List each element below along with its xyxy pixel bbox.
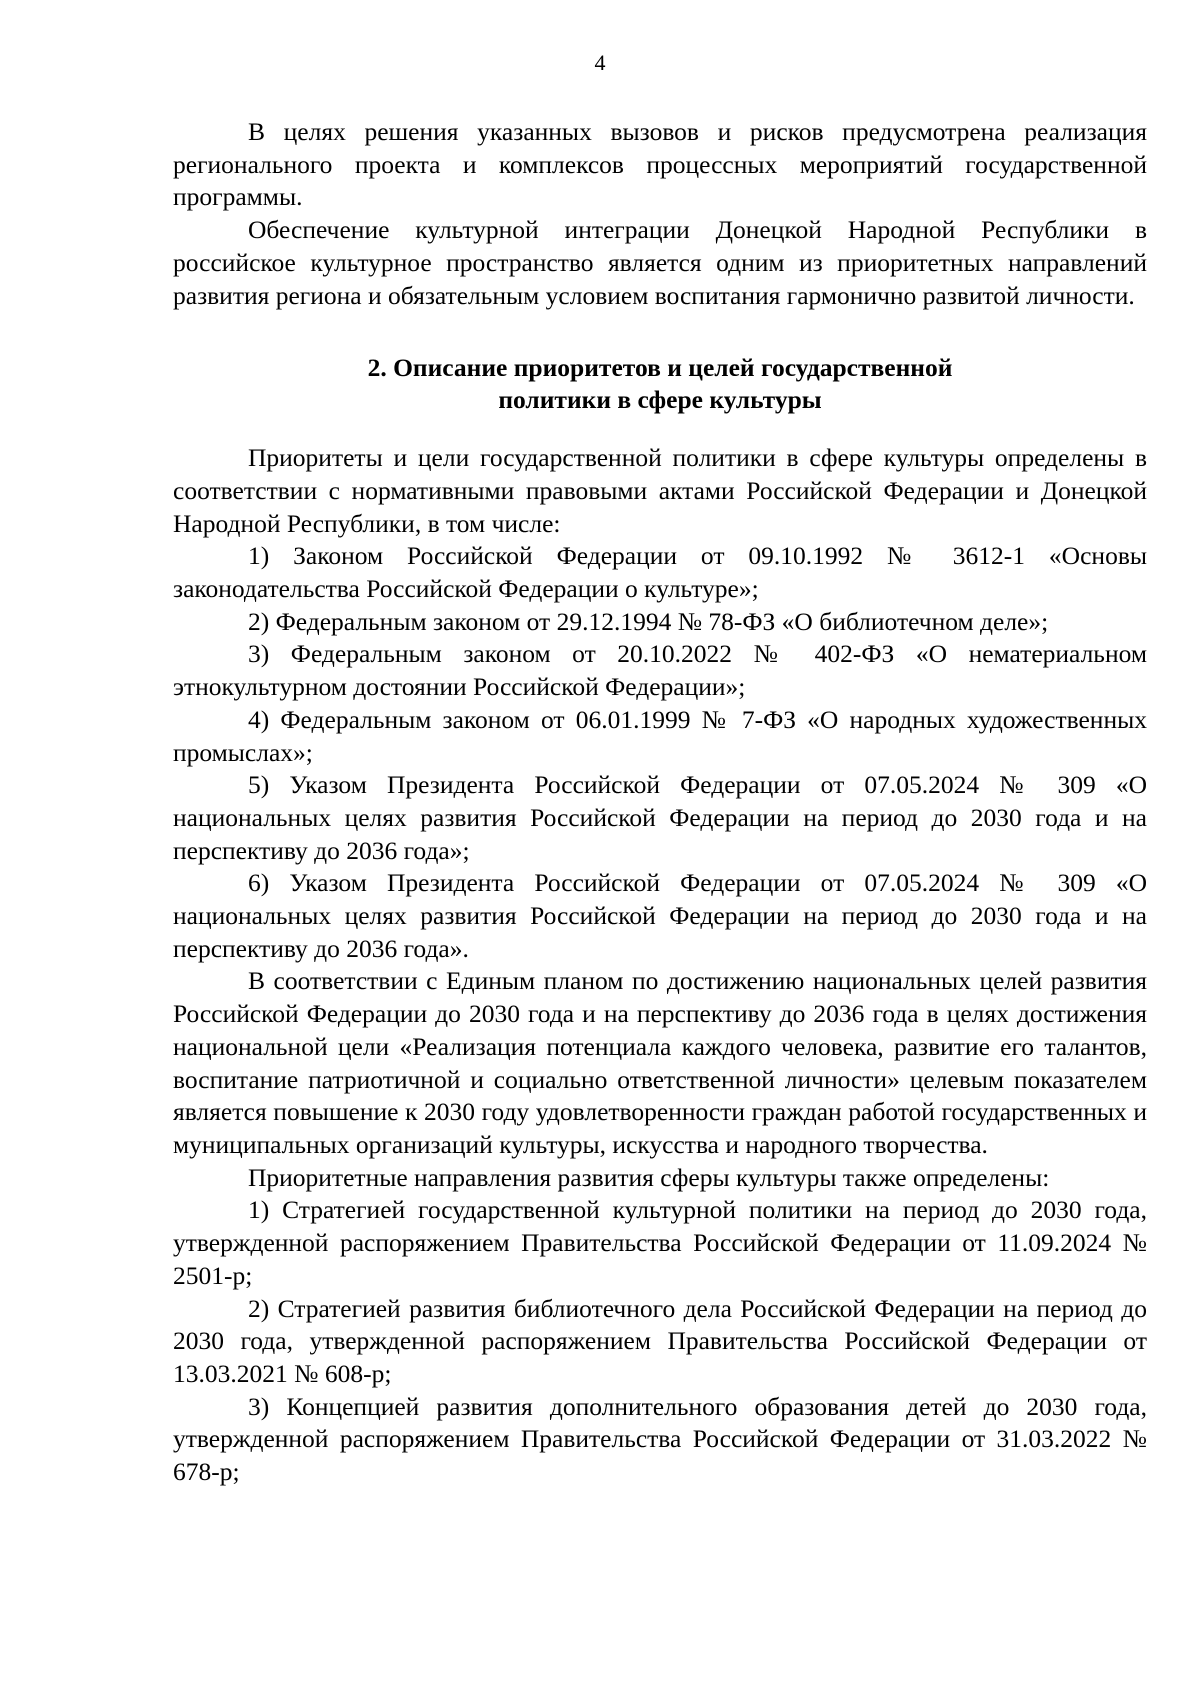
section-heading-line: 2. Описание приоритетов и целей государственной — [367, 353, 953, 383]
paragraph: В целях решения указанных вызовов и рисков предусмотрена реализация регионального проекта и комплексов процессных мероприятий государственной программы. — [173, 117, 1147, 212]
paragraph: Обеспечение культурной интеграции Донецкой Народной Республики в российское культурное пространство является одним из приоритетных направлений развития региона и обязательным условием воспитания гармонично развитой личности. — [173, 215, 1147, 310]
page-number: 4 — [594, 50, 606, 75]
list-item: 1) Законом Российской Федерации от 09.10.1992 № 3612-1 «Основы законодательства Российской Федерации о культуре»; — [173, 541, 1147, 604]
paragraph: Приоритетные направления развития сферы культуры также определены: — [248, 1162, 1050, 1192]
list-item: 3) Концепцией развития дополнительного образования детей до 2030 года, утвержденной распоряжением Правительства Российской Федерации от 31.03.2022 № 678-р; — [173, 1391, 1147, 1487]
paragraph: Приоритеты и цели государственной политики в сфере культуры определены в соответствии с нормативными правовыми актами Российской Федерации и Донецкой Народной Республики, в том числе: — [173, 443, 1147, 538]
list-item: 3) Федеральным законом от 20.10.2022 № 402-ФЗ «О нематериальном этнокультурном достоянии Российской Федерации»; — [173, 639, 1147, 702]
document-body — [173, 116, 1147, 1489]
list-item: 2) Стратегией развития библиотечного дела Российской Федерации на период до 2030 года, утвержденной распоряжением Правительства Российской Федерации от 13.03.2021 № 608-р; — [173, 1293, 1147, 1388]
section-heading — [173, 352, 1147, 416]
list-item: 4) Федеральным законом от 06.01.1999 № 7-ФЗ «О народных художественных промыслах»; — [173, 704, 1147, 767]
paragraph: В соответствии с Единым планом по достижению национальных целей развития Российской Федерации до 2030 года и на перспективу до 2036 года в целях достижения национальной цели «Реализация потенциала каждого человека, развитие его талантов, воспитание патриотичной и социально ответственной личности» целевым показателем является повышение к 2030 году удовлетворенности граждан работой государственных и муниципальных организаций культуры, искусства и народного творчества. — [173, 966, 1147, 1159]
list-item: 2) Федеральным законом от 29.12.1994 № 78-ФЗ «О библиотечном деле»; — [248, 606, 1049, 636]
section-heading-line: политики в сфере культуры — [498, 385, 822, 415]
list-item: 1) Стратегией государственной культурной политики на период до 2030 года, утвержденной распоряжением Правительства Российской Федерации от 11.09.2024 № 2501-р; — [173, 1195, 1147, 1290]
list-item: 6) Указом Президента Российской Федерации от 07.05.2024 № 309 «О национальных целях развития Российской Федерации на период до 2030 года и на перспективу до 2036 года». — [173, 868, 1147, 963]
list-item: 5) Указом Президента Российской Федерации от 07.05.2024 № 309 «О национальных целях развития Российской Федерации на период до 2030 года и на перспективу до 2036 года»; — [173, 770, 1147, 865]
